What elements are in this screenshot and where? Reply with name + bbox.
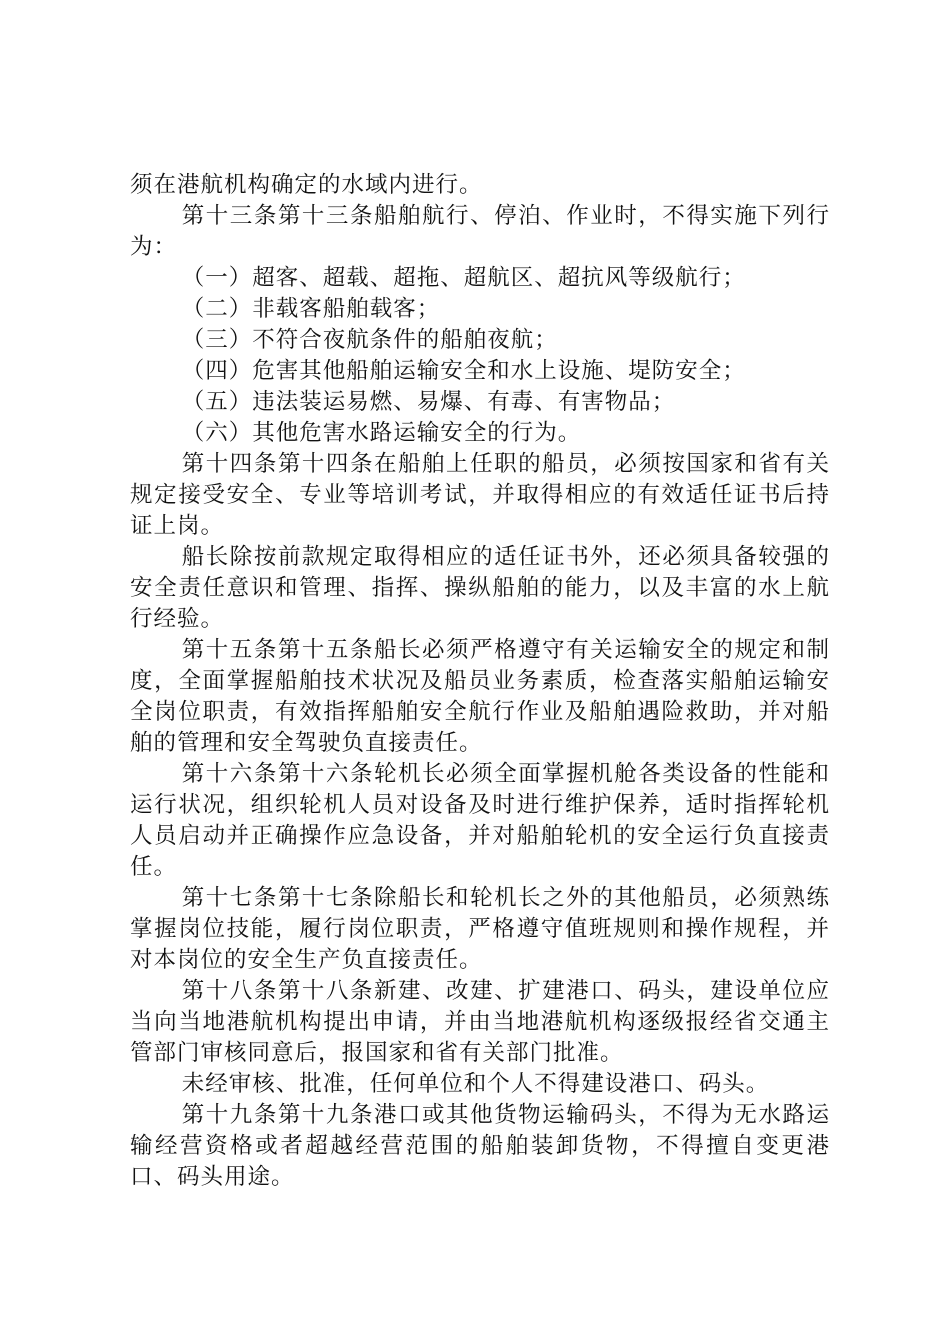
article-13-item-4: （四）危害其他船舶运输安全和水上设施、堤防安全； xyxy=(181,358,746,384)
article-13-item-3: （三）不符合夜航条件的船舶夜航； xyxy=(181,327,558,353)
article-17: 第十七条第十七条除船长和轮机长之外的其他船员，必须熟练掌握岗位技能，履行岗位职责，严格遵守值班规则和操作规程，并对本岗位的安全生产负直接责任。 xyxy=(130,885,830,973)
paragraph-continuation: 须在港航机构确定的水域内进行。 xyxy=(130,172,483,198)
article-13-item-5: （五）违法装运易燃、易爆、有毒、有害物品； xyxy=(181,389,676,415)
article-13: 第十三条第十三条船舶航行、停泊、作业时，不得实施下列行为： xyxy=(130,203,830,260)
article-14-paragraph-2: 船长除按前款规定取得相应的适任证书外，还必须具备较强的安全责任意识和管理、指挥、操纵船舶的能力，以及丰富的水上航行经验。 xyxy=(130,544,830,632)
article-18: 第十八条第十八条新建、改建、扩建港口、码头，建设单位应当向当地港航机构提出申请，并由当地港航机构逐级报经省交通主管部门审核同意后，报国家和省有关部门批准。 xyxy=(130,978,830,1066)
article-13-item-6: （六）其他危害水路运输安全的行为。 xyxy=(181,420,582,446)
article-16: 第十六条第十六条轮机长必须全面掌握机舱各类设备的性能和运行状况，组织轮机人员对设备及时进行维护保养，适时指挥轮机人员启动并正确操作应急设备，并对船舶轮机的安全运行负直接责任。 xyxy=(130,761,830,880)
article-18-paragraph-2: 未经审核、批准，任何单位和个人不得建设港口、码头。 xyxy=(181,1071,770,1097)
article-14: 第十四条第十四条在船舶上任职的船员，必须按国家和省有关规定接受安全、专业等培训考试，并取得相应的有效适任证书后持证上岗。 xyxy=(130,451,830,539)
article-13-item-2: （二）非载客船舶载客； xyxy=(181,296,441,322)
article-19: 第十九条第十九条港口或其他货物运输码头，不得为无水路运输经营资格或者超越经营范围的船舶装卸货物，不得擅自变更港口、码头用途。 xyxy=(130,1102,830,1190)
article-13-item-1: （一）超客、超载、超拖、超航区、超抗风等级航行； xyxy=(181,265,746,291)
article-15: 第十五条第十五条船长必须严格遵守有关运输安全的规定和制度，全面掌握船舶技术状况及船员业务素质，检查落实船舶运输安全岗位职责，有效指挥船舶安全航行作业及船舶遇险救助，并对船舶的管理和安全驾驶负直接责任。 xyxy=(130,637,830,756)
document-page xyxy=(130,170,830,1193)
